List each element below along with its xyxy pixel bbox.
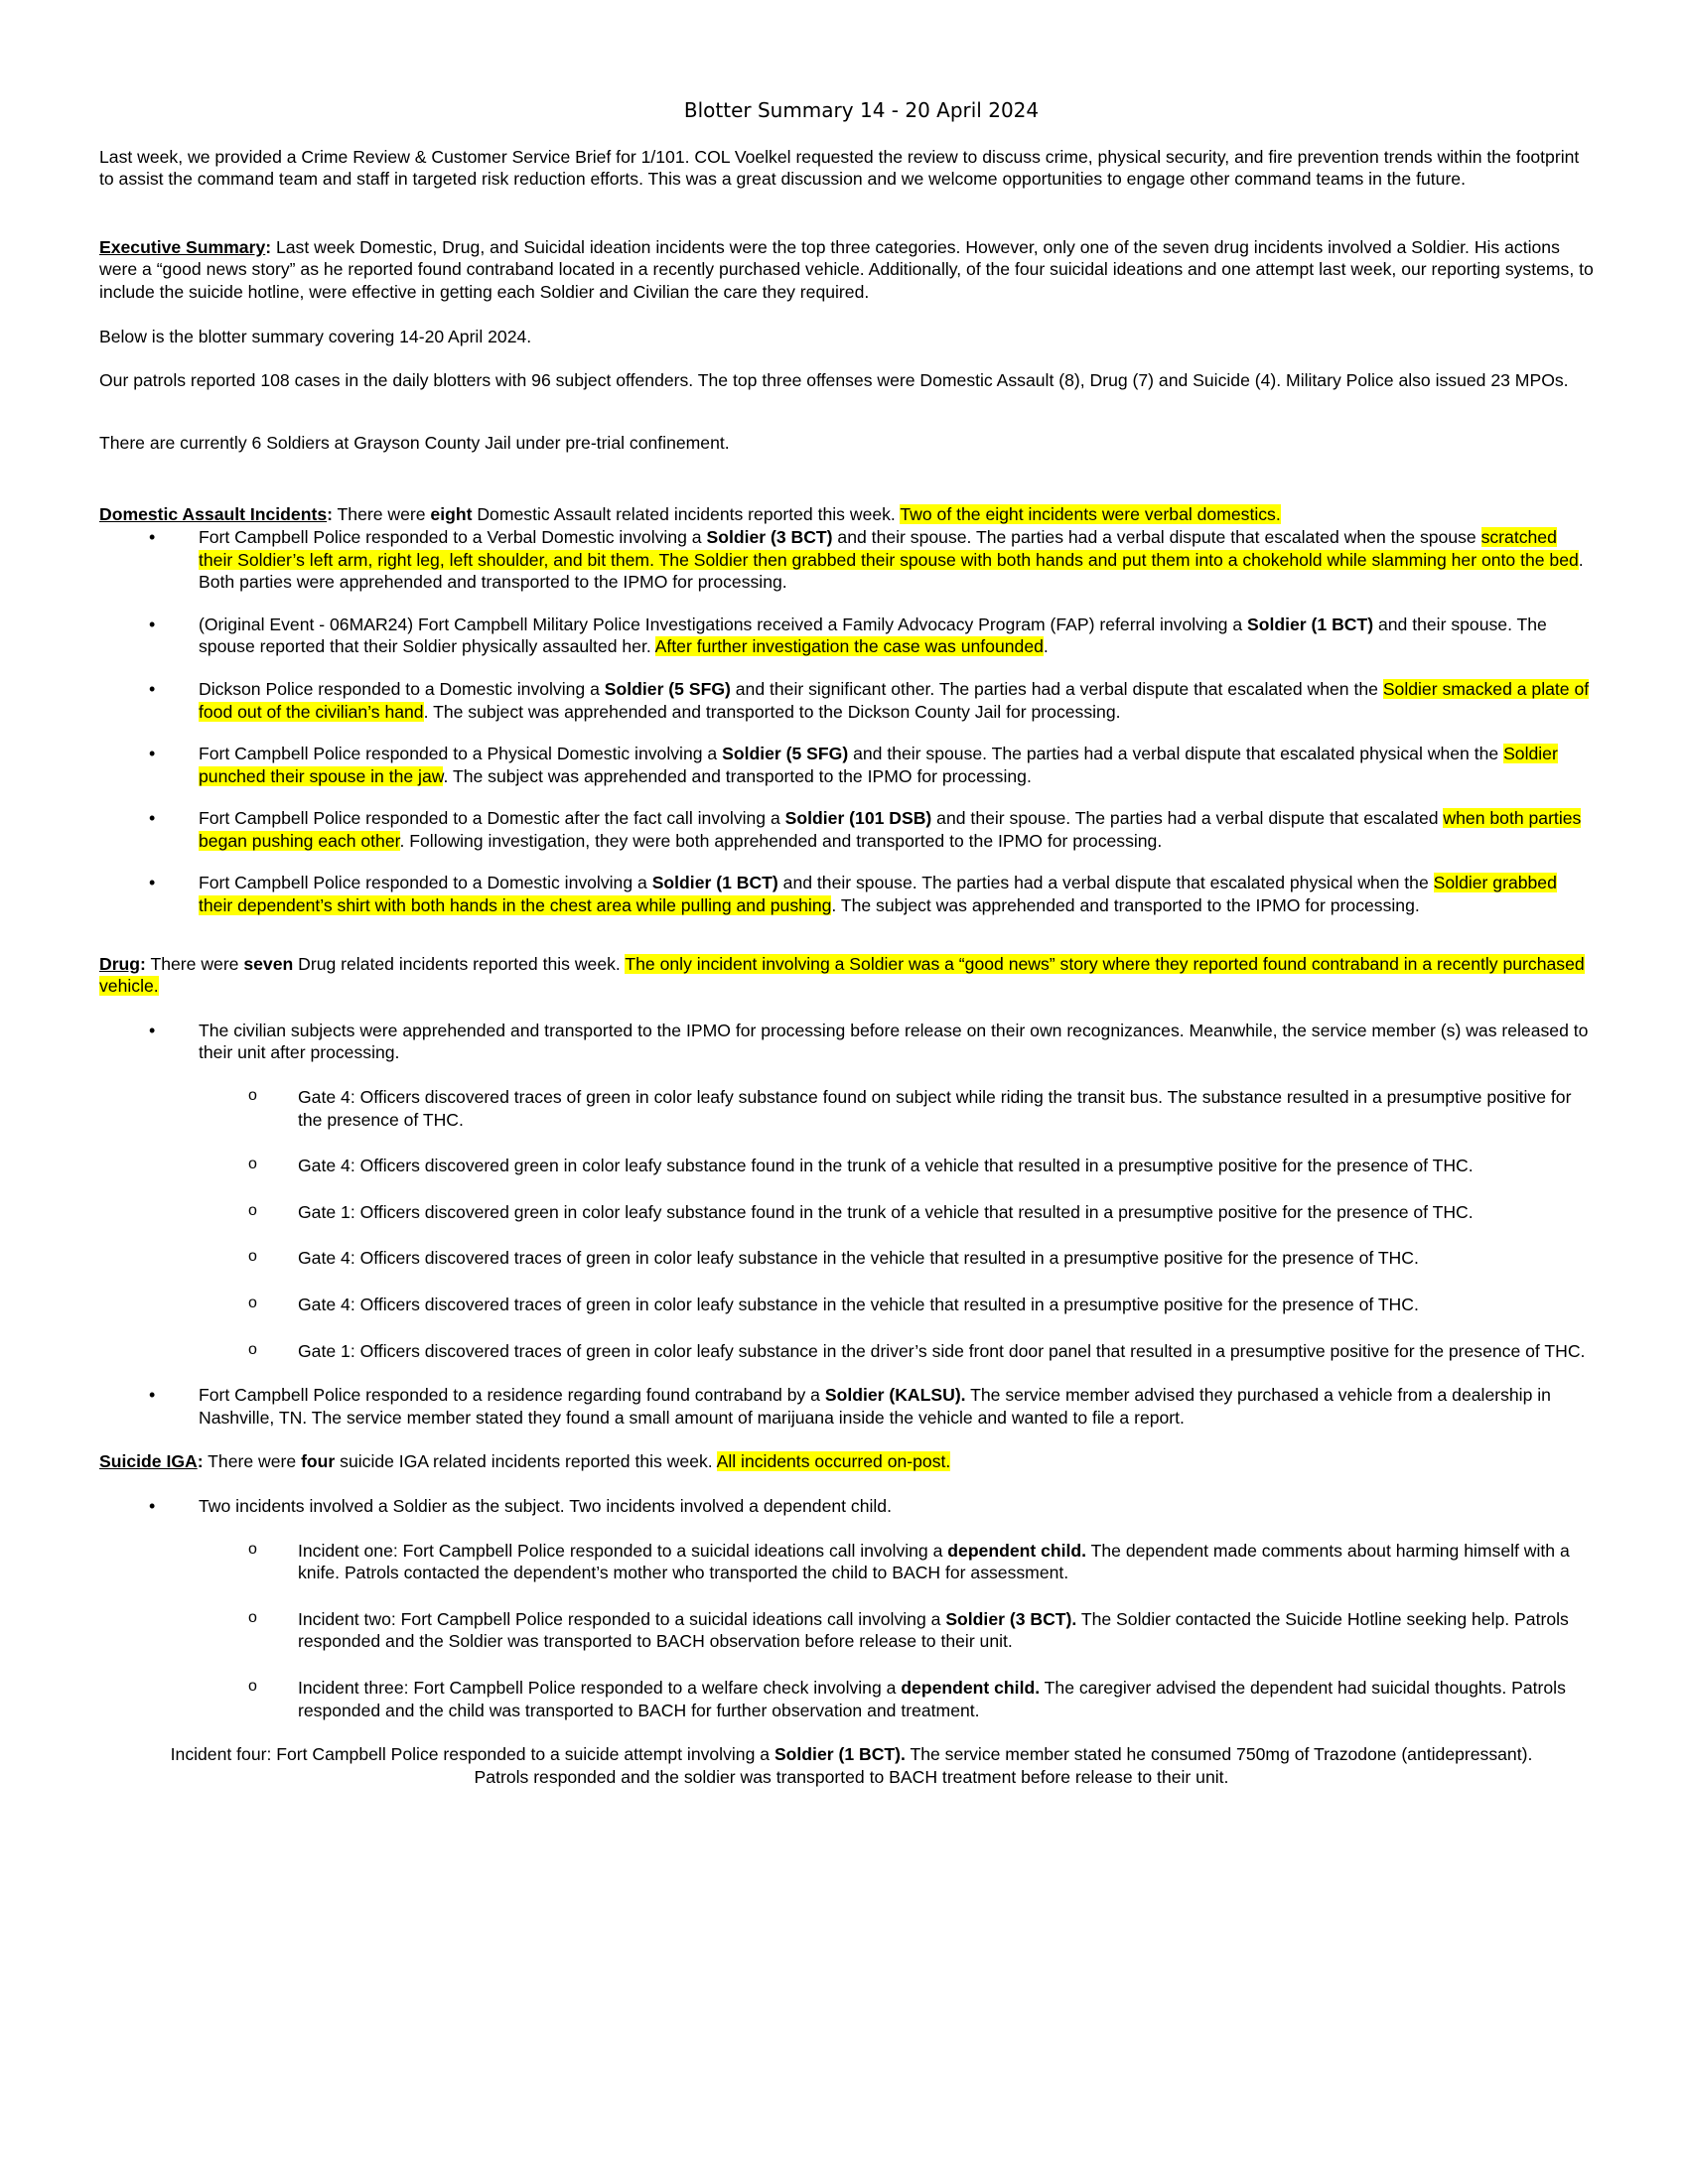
- item-text: . Both parties were apprehended and transported to the IPMO for processing.: [199, 549, 1584, 593]
- item-unit: Soldier (3 BCT).: [945, 1608, 1077, 1629]
- gate-item: o Gate 1: Officers discovered traces of green in color leafy substance in the driver’s side front door panel that resulted in a presumptive positive for the presence of THC.: [99, 1340, 1594, 1363]
- suicide-count: four: [301, 1451, 336, 1472]
- item-text: Incident one: Fort Campbell Police responded to a suicidal ideations call involving a: [298, 1540, 948, 1561]
- item-unit: Soldier (101 DSB): [784, 808, 932, 829]
- list-item: [99, 1020, 1594, 1064]
- item-unit: Soldier (5 SFG): [604, 678, 731, 699]
- item-text: .: [1043, 636, 1049, 657]
- item-text: Dickson Police responded to a Domestic involving a: [199, 678, 605, 699]
- domestic-section: [99, 503, 1594, 526]
- list-item: • Two incidents involved a Soldier as the subject. Two incidents involved a dependent child.: [99, 1495, 1594, 1518]
- item-text: and their spouse. The parties had a verbal dispute that escalated physical when the: [848, 744, 1504, 764]
- item-unit: Soldier (1 BCT): [651, 873, 778, 893]
- domestic-count: eight: [430, 504, 473, 525]
- item-unit: Soldier (3 BCT): [706, 526, 833, 547]
- suicide-pre: There were: [203, 1451, 302, 1472]
- item-text: Incident three: Fort Campbell Police responded to a welfare check involving a: [298, 1677, 902, 1698]
- intro-paragraph: Last week, we provided a Crime Review & Customer Service Brief for 1/101. COL Voelkel requested the review to discuss crime, physical security, and fire prevention trends within the footprint to assist the command team and staff in targeted risk reduction efforts. This was a great discussion and we welcome opportunities to engage other command teams in the future.: [99, 146, 1580, 190]
- drug-post: Drug related incidents reported this week.: [293, 953, 626, 974]
- item-unit: Soldier (5 SFG): [722, 744, 849, 764]
- item-text: Incident four: Fort Campbell Police responded to a suicide attempt involving a: [170, 1744, 774, 1765]
- below-paragraph: Below is the blotter summary covering 14-20 April 2024.: [99, 326, 532, 346]
- list-item: [99, 614, 1594, 658]
- incident-item: [99, 1677, 1594, 1721]
- page-title: Blotter Summary 14 - 20 April 2024: [683, 98, 1040, 122]
- incident-item: [99, 1540, 1594, 1584]
- list-item: [99, 807, 1594, 852]
- item-text: Fort Campbell Police responded to a residence regarding found contraband by a: [199, 1385, 825, 1406]
- item-unit: Soldier (1 BCT).: [774, 1744, 906, 1765]
- item-text: The dependent made comments about harming himself with a knife. Patrols contacted the dependent’s mother who transported the child to BACH for assessment.: [298, 1540, 1570, 1583]
- item-text: and their spouse. The parties had a verbal dispute that escalated when the spouse: [832, 526, 1481, 547]
- list-item: [99, 872, 1594, 916]
- executive-summary-heading: Executive Summary: [99, 236, 266, 257]
- item-text: and their significant other. The parties had a verbal dispute that escalated when the: [730, 678, 1383, 699]
- item-text: Fort Campbell Police responded to a Domestic after the fact call involving a: [199, 808, 785, 829]
- item-text: The caregiver advised the dependent had suicidal thoughts. Patrols responded and the child was transported to BACH for further observation and treatment.: [298, 1677, 1566, 1720]
- suicide-list: [99, 1495, 1594, 1518]
- item-unit: Soldier (1 BCT): [1247, 614, 1374, 634]
- domestic-heading: Domestic Assault Incidents: [99, 504, 328, 525]
- gate-item: o Gate 4: Officers discovered traces of green in color leafy substance in the vehicle that resulted in a presumptive positive for the presence of THC.: [99, 1294, 1594, 1316]
- executive-summary-text: Last week Domestic, Drug, and Suicidal ideation incidents were the top three categories. However, only one of the seven drug incidents involved a Soldier. His actions were a “good news story” as he reported found contraband located in a recently purchased vehicle. Additionally, of the four suicidal ideations and one attempt last week, our reporting systems, to include the suicide hotline, were effective in getting each Soldier and Civilian the care they required.: [99, 236, 1594, 302]
- incident-item: [99, 1608, 1594, 1653]
- domestic-pre: There were: [332, 504, 431, 525]
- drug-pre: There were: [145, 953, 244, 974]
- gate-list: [99, 1086, 1594, 1362]
- drug-highlight: The only incident involving a Soldier was a “good news” story where they reported found contraband in a recently purchased vehicle.: [99, 953, 1585, 997]
- item-text: . Following investigation, they were both apprehended and transported to the IPMO for processing.: [399, 830, 1163, 851]
- item-text: . The subject was apprehended and transported to the IPMO for processing.: [831, 895, 1420, 916]
- item-text: Fort Campbell Police responded to a Domestic involving a: [199, 873, 652, 893]
- drug-heading: Drug: [99, 953, 141, 974]
- heading-colon: :: [265, 236, 272, 257]
- item-highlight: scratched their Soldier’s left arm, right leg, left shoulder, and bit them. The Soldier then grabbed their spouse with both hands and put them into a chokehold while slamming her onto the bed: [199, 526, 1579, 570]
- gate-item: o Gate 4: Officers discovered traces of green in color leafy substance found on subject while riding the transit bus. The substance resulted in a presumptive positive for the presence of THC.: [99, 1086, 1594, 1131]
- list-item: [99, 678, 1594, 723]
- domestic-highlight: Two of the eight incidents were verbal domestics.: [900, 504, 1281, 525]
- suicide-heading: Suicide IGA: [99, 1451, 198, 1472]
- item-text: The service member advised they purchased a vehicle from a dealership in Nashville, TN. The service member stated they found a small amount of marijuana inside the vehicle and wanted to file a report.: [199, 1385, 1551, 1428]
- item-text: (Original Event - 06MAR24) Fort Campbell Military Police Investigations received a Family Advocacy Program (FAP) referral involving a: [199, 614, 1248, 634]
- item-highlight: After further investigation the case was unfounded: [654, 636, 1044, 657]
- domestic-list: [99, 526, 1594, 917]
- jail-paragraph: There are currently 6 Soldiers at Grayson County Jail under pre-trial confinement.: [99, 432, 730, 453]
- incident-four: [99, 1743, 1594, 1788]
- heading-colon: :: [327, 504, 333, 525]
- drug-section: [99, 953, 1594, 998]
- item-highlight: Soldier grabbed their dependent’s shirt with both hands in the chest area while pulling and pushing: [199, 873, 1557, 916]
- item-unit: dependent child.: [947, 1540, 1087, 1561]
- item-unit: Soldier (KALSU).: [824, 1385, 966, 1406]
- item-text: The Soldier contacted the Suicide Hotline seeking help. Patrols responded and the Soldier was transported to BACH observation before release to their unit.: [298, 1608, 1569, 1652]
- item-text: and their spouse. The spouse reported that their Soldier physically assaulted her.: [199, 614, 1547, 657]
- heading-colon: :: [140, 953, 146, 974]
- patrols-paragraph: Our patrols reported 108 cases in the daily blotters with 96 subject offenders. The top three offenses were Domestic Assault (8), Drug (7) and Suicide (4). Military Police also issued 23 MPOs.: [99, 370, 1569, 391]
- item-text: Fort Campbell Police responded to a Verbal Domestic involving a: [199, 526, 707, 547]
- heading-colon: :: [197, 1451, 204, 1472]
- item-text: . The subject was apprehended and transported to the Dickson County Jail for processing.: [423, 701, 1121, 722]
- drug-count: seven: [243, 953, 294, 974]
- suicide-highlight: All incidents occurred on-post.: [716, 1451, 951, 1472]
- item-highlight: Soldier smacked a plate of food out of the civilian’s hand: [199, 678, 1590, 722]
- item-text: The service member stated he consumed 750mg of Trazodone (antidepressant). Patrols responded and the soldier was transported to BACH treatment before release to their unit.: [474, 1744, 1533, 1787]
- incident-list: [99, 1540, 1594, 1722]
- item-highlight: when both parties began pushing each other: [199, 808, 1582, 851]
- item-text: Fort Campbell Police responded to a Physical Domestic involving a: [199, 744, 723, 764]
- item-text: and their spouse. The parties had a verbal dispute that escalated physical when the: [777, 873, 1434, 893]
- list-item: [99, 743, 1594, 787]
- suicide-post: suicide IGA related incidents reported this week.: [335, 1451, 717, 1472]
- item-text: Incident two: Fort Campbell Police responded to a suicidal ideations call involving a: [298, 1608, 946, 1629]
- item-unit: dependent child.: [901, 1677, 1041, 1698]
- item-text: and their spouse. The parties had a verbal dispute that escalated: [931, 808, 1444, 829]
- document-page: [99, 99, 1594, 1788]
- civilian-text: The civilian subjects were apprehended and transported to the IPMO for processing before release on their own recognizances. Meanwhile, the service member (s) was released to their unit after processing.: [199, 1020, 1589, 1063]
- drug-list: [99, 1020, 1594, 1064]
- executive-summary: [99, 236, 1594, 304]
- suicide-section: [99, 1450, 1594, 1473]
- domestic-post: Domestic Assault related incidents reported this week.: [472, 504, 901, 525]
- kalsu-list: [99, 1384, 1594, 1429]
- item-text: . The subject was apprehended and transported to the IPMO for processing.: [443, 765, 1032, 786]
- list-item: [99, 526, 1594, 594]
- gate-item: o Gate 4: Officers discovered green in color leafy substance found in the trunk of a vehicle that resulted in a presumptive positive for the presence of THC.: [99, 1155, 1594, 1177]
- item-highlight: Soldier punched their spouse in the jaw: [199, 744, 1558, 786]
- gate-item: o Gate 1: Officers discovered green in color leafy substance found in the trunk of a vehicle that resulted in a presumptive positive for the presence of THC.: [99, 1201, 1594, 1224]
- gate-item: o Gate 4: Officers discovered traces of green in color leafy substance in the vehicle that resulted in a presumptive positive for the presence of THC.: [99, 1247, 1594, 1270]
- list-item: [99, 1384, 1594, 1429]
